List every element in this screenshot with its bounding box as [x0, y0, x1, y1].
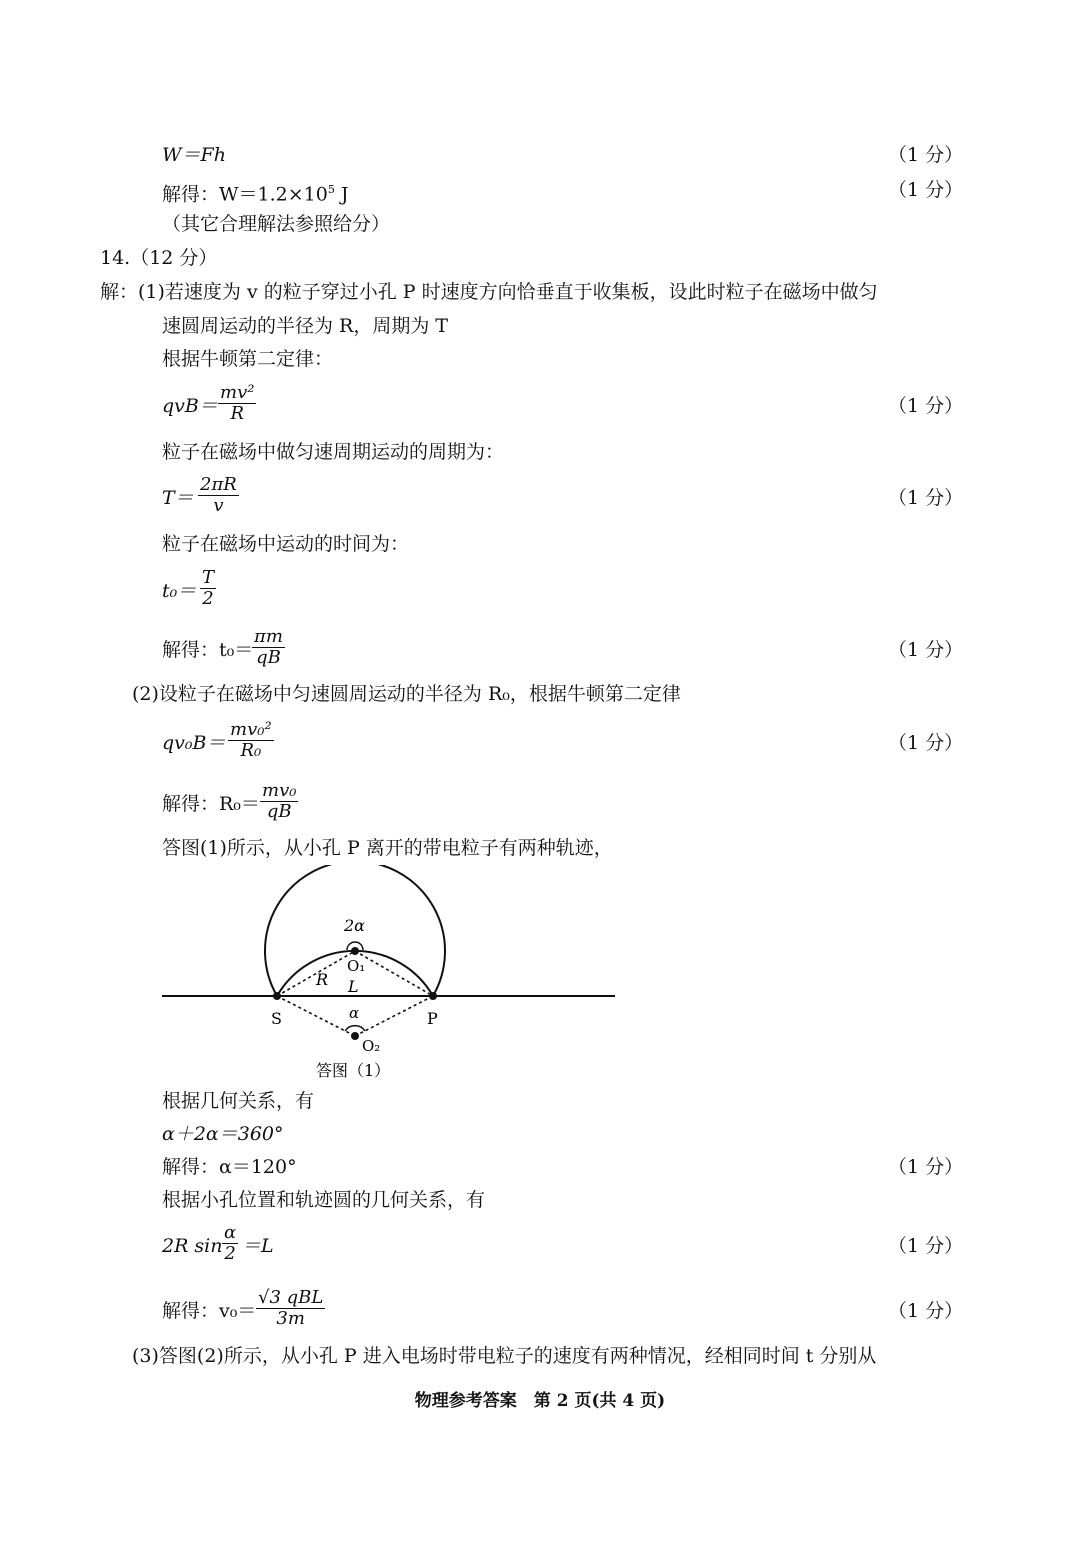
score-6: （1 分） [888, 732, 964, 754]
eq-w-result [162, 178, 349, 206]
eq7: α＋2α＝360° [162, 1123, 284, 1145]
trajectory-figure [0, 865, 1080, 1085]
label-l: L [348, 977, 359, 996]
figure-caption: 答图（1） [316, 1061, 391, 1080]
eq2-den: v [198, 495, 239, 516]
eq4-den: qB [252, 647, 285, 668]
point-o2 [351, 1032, 359, 1040]
q14-part2-text: (2)设粒子在磁场中匀速圆周运动的半径为 R₀，根据牛顿第二定律 [132, 683, 681, 705]
label-s: S [271, 1009, 282, 1028]
eq6-num: mv₀ [262, 780, 297, 801]
point-o1 [351, 947, 359, 955]
q14-part1-text-b: 速圆周运动的半径为 R，周期为 T [162, 315, 449, 337]
label-2alpha: 2α [344, 916, 365, 935]
eq5-den: R₀ [228, 740, 274, 761]
eq2-fraction [198, 475, 239, 516]
page-footer: 物理参考答案 第 2 页(共 4 页) [414, 1391, 666, 1411]
eq4-fraction [252, 627, 285, 668]
label-o1: O₁ [347, 957, 366, 975]
score-7: （1 分） [888, 1156, 964, 1178]
eq1-fraction [218, 383, 256, 424]
eq9-num: α [224, 1222, 237, 1243]
geometry-text: 根据几何关系，有 [162, 1090, 315, 1112]
eq4-num: πm [254, 626, 283, 647]
eq-w-result-unit: J [334, 183, 349, 206]
eq6-fraction [260, 781, 298, 822]
eq6-den: qB [260, 801, 298, 822]
score-3: （1 分） [888, 395, 964, 417]
point-p [429, 992, 437, 1000]
eq8: 解得：α＝120° [162, 1156, 297, 1178]
eq9-lhs: 2R sin [162, 1235, 223, 1257]
eq2-lhs: T＝ [162, 487, 194, 509]
eq2-num: 2πR [200, 474, 237, 495]
eq3-fraction [200, 568, 216, 609]
newton-law-text: 根据牛顿第二定律： [162, 348, 334, 370]
score-1: （1 分） [888, 144, 964, 166]
eq5-lhs: qv₀B＝ [162, 732, 226, 754]
dashed-s-o2 [277, 996, 355, 1036]
eq1-den: R [218, 403, 256, 424]
eq10-fraction [256, 1288, 325, 1329]
eq5-num: mv₀² [230, 719, 272, 740]
eq10-den: 3m [256, 1308, 325, 1329]
score-9: （1 分） [888, 1300, 964, 1322]
eq5-fraction [228, 720, 274, 761]
label-r: R [316, 970, 329, 989]
label-alpha: α [349, 1004, 360, 1022]
figure-intro-text: 答图(1)所示，从小孔 P 离开的带电粒子有两种轨迹， [162, 837, 613, 859]
eq9-fraction [222, 1223, 238, 1264]
eq10-num: √3 qBL [258, 1287, 324, 1308]
label-o2: O₂ [362, 1037, 381, 1055]
eq3-den: 2 [200, 588, 216, 609]
score-8: （1 分） [888, 1235, 964, 1257]
q14-part1-text-a: 解：(1)若速度为 v 的粒子穿过小孔 P 时速度方向恰垂直于收集板，设此时粒子在磁场中做匀 [100, 281, 878, 303]
geometry-text-2: 根据小孔位置和轨迹圆的几何关系，有 [162, 1189, 486, 1211]
eq1-lhs: qvB＝ [162, 395, 218, 417]
eq1-num: mv² [220, 382, 255, 403]
score-5: （1 分） [888, 639, 964, 661]
dashed-o2-p [355, 996, 433, 1036]
other-methods-note: （其它合理解法参照给分） [162, 213, 391, 235]
eq3-num: T [202, 567, 215, 588]
angle-alpha-arc [345, 1026, 365, 1031]
eq-w-result-main: 解得：W＝1.2×10 [162, 183, 328, 206]
eq9-rhs: ＝L [242, 1235, 274, 1257]
time-text: 粒子在磁场中运动的时间为： [162, 533, 410, 555]
period-text: 粒子在磁场中做匀速周期运动的周期为： [162, 441, 505, 463]
label-p: P [427, 1009, 438, 1028]
eq9-den: 2 [222, 1243, 238, 1264]
eq-w-result-exp: 5 [327, 183, 335, 196]
dashed-o1-p [355, 951, 433, 996]
eq4-lhs: 解得：t₀＝ [162, 639, 254, 661]
eq-w-fh: W＝Fh [162, 144, 226, 166]
eq3-lhs: t₀＝ [162, 580, 197, 602]
point-s [273, 992, 281, 1000]
eq6-lhs: 解得：R₀＝ [162, 793, 260, 815]
q14-header: 14.（12 分） [100, 247, 218, 269]
q14-part3-text: (3)答图(2)所示，从小孔 P 进入电场时带电粒子的速度有两种情况，经相同时间 t 分别从 [132, 1345, 877, 1367]
score-2: （1 分） [888, 179, 964, 201]
eq10-lhs: 解得：v₀＝ [162, 1300, 257, 1322]
score-4: （1 分） [888, 487, 964, 509]
